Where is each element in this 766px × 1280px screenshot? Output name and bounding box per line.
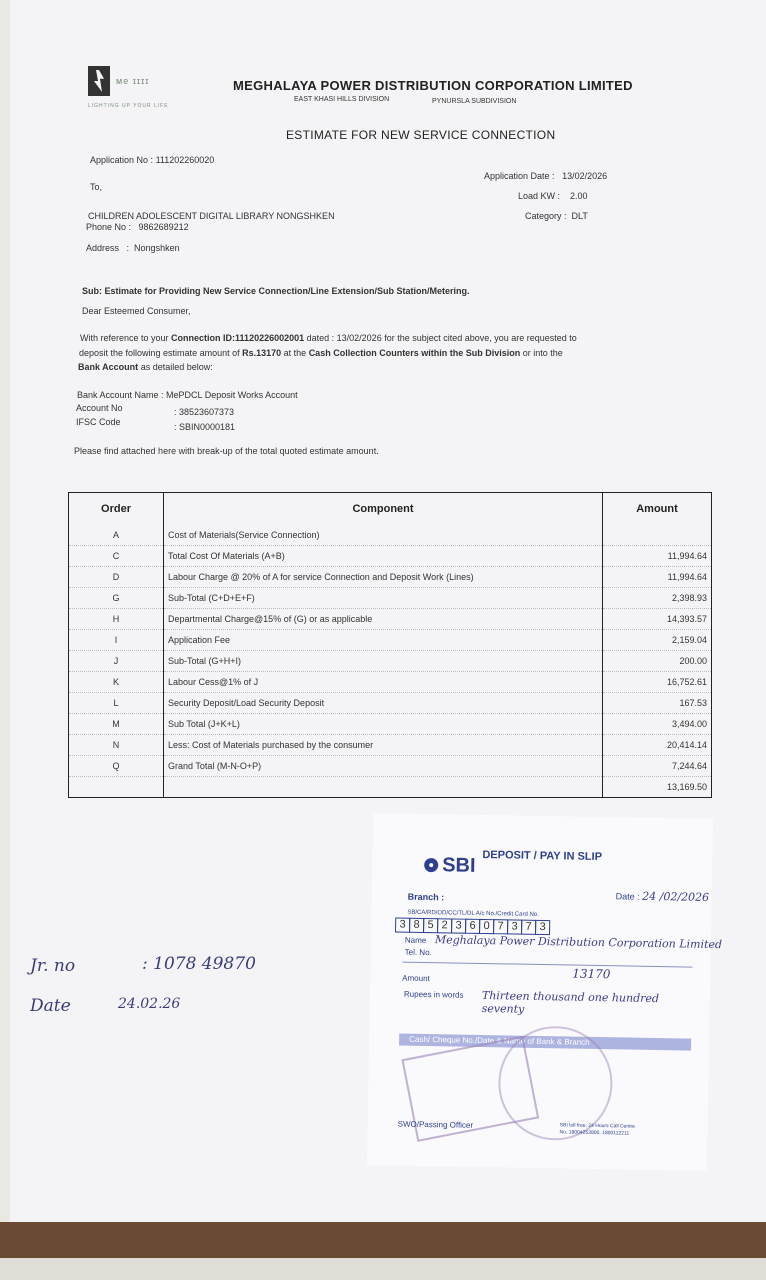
amount-cell: 200.00 — [603, 651, 712, 672]
letter-line-1: With reference to your Connection ID:11120226002001 dated : 13/02/2026 for the subject cited above, you are requested to — [80, 333, 577, 343]
journal-number-value: : 1078 49870 — [142, 954, 256, 974]
to-label: To, — [90, 182, 103, 192]
sbi-brand: SBI — [442, 854, 476, 877]
component-column-header: Component — [164, 493, 603, 526]
category: Category : DLT — [525, 211, 588, 221]
component-cell: Labour Charge @ 20% of A for service Connection and Deposit Work (Lines) — [164, 567, 603, 588]
amount-cell — [603, 525, 712, 546]
ifsc-label: IFSC Code — [76, 417, 121, 427]
amount-column-header: Amount — [636, 503, 678, 515]
component-cell: Security Deposit/Load Security Deposit — [164, 693, 603, 714]
order-cell: Q — [69, 756, 164, 777]
table-body — [69, 525, 712, 798]
amount-label: Amount — [402, 973, 430, 984]
table-row — [69, 609, 712, 630]
letter-line-3: Bank Account as detailed below: — [78, 362, 213, 372]
sbi-deposit-slip — [367, 813, 723, 1171]
component-cell: Cost of Materials(Service Connection) — [164, 525, 603, 546]
order-cell: D — [69, 567, 164, 588]
account-number-label: Account No — [76, 403, 123, 413]
handwritten-date-value: 24.02.26 — [118, 996, 181, 1012]
amount-cell: 13,169.50 — [603, 777, 712, 798]
table-row — [69, 546, 712, 567]
passing-officer-label: SWO/Passing Officer — [397, 1119, 474, 1130]
account-digit: 7 — [493, 919, 508, 934]
amount-cell: 20,414.14 — [603, 735, 712, 756]
tel-label: Tel. No. — [404, 947, 432, 958]
table-row — [69, 693, 712, 714]
slip-date: Date : 24 /02/2026 — [615, 889, 710, 904]
journal-number-label: Jr. no — [30, 956, 76, 976]
tollfree-line-1: SBI toll free, 24 Hours Call Centre — [559, 1122, 636, 1130]
table-row — [69, 588, 712, 609]
amount-cell: 167.53 — [603, 693, 712, 714]
subdivision-name: PYNURSLA SUBDIVISION — [432, 98, 517, 105]
order-cell: J — [69, 651, 164, 672]
amount-cell: 3,494.00 — [603, 714, 712, 735]
order-cell: A — [69, 525, 164, 546]
component-cell: Application Fee — [164, 630, 603, 651]
order-cell: G — [69, 588, 164, 609]
phone-number: Phone No : 9862689212 — [86, 222, 189, 232]
amount-cell: 11,994.64 — [603, 546, 712, 567]
account-type-label: SB/CA/RD/OD/CC/TL/DL A/c No./Credit Card No. — [407, 909, 539, 918]
account-digits — [395, 917, 549, 935]
document-title: ESTIMATE FOR NEW SERVICE CONNECTION — [286, 128, 556, 142]
account-digit: 3 — [535, 920, 550, 935]
division-name: EAST KHASI HILLS DIVISION — [294, 96, 390, 103]
name-value: Meghalaya Power Distribution Corporation Limited — [434, 933, 723, 952]
table-row — [69, 714, 712, 735]
account-digit: 3 — [507, 919, 522, 934]
component-cell: Labour Cess@1% of J — [164, 672, 603, 693]
amount-cell: 11,994.64 — [603, 567, 712, 588]
address: Address : Nongshken — [86, 243, 180, 253]
logo-text: ме ɪɪɪɪ — [116, 76, 150, 86]
component-cell: Sub Total (J+K+L) — [164, 714, 603, 735]
table-row — [69, 651, 712, 672]
component-cell: Sub-Total (G+H+I) — [164, 651, 603, 672]
application-date: Application Date : 13/02/2026 — [484, 171, 608, 181]
bank-account-name: Bank Account Name : MePDCL Deposit Works Account — [77, 390, 298, 400]
table-row — [69, 567, 712, 588]
amount-cell: 7,244.64 — [603, 756, 712, 777]
handwritten-date-label: Date — [30, 996, 71, 1016]
account-digit: 5 — [423, 918, 438, 933]
rupees-in-words-value: Thirteen thousand one hundred seventy — [481, 988, 660, 1016]
table-edge — [0, 1222, 766, 1258]
account-digit: 6 — [465, 919, 480, 934]
account-number: : 38523607373 — [174, 407, 235, 417]
application-number: Application No : 111202260020 — [90, 155, 215, 165]
component-cell: Total Cost Of Materials (A+B) — [164, 546, 603, 567]
amount-cell: 2,398.93 — [603, 588, 712, 609]
mepdcl-logo-icon — [88, 66, 110, 96]
order-cell: H — [69, 609, 164, 630]
table-row — [69, 630, 712, 651]
cheque-details-label: Cash/ Cheque No./Date & Name of Bank & Branch — [409, 1034, 590, 1047]
attached-note: Please find attached here with break-up of the total quoted estimate amount. — [74, 446, 379, 456]
account-digit: 0 — [479, 919, 494, 934]
slip-title: DEPOSIT / PAY IN SLIP — [482, 848, 603, 864]
table-header-row — [69, 493, 712, 526]
greeting: Dear Esteemed Consumer, — [82, 306, 191, 316]
order-cell — [69, 777, 164, 798]
consumer-name: CHILDREN ADOLESCENT DIGITAL LIBRARY NONGSHKEN — [88, 211, 335, 221]
slip-rule — [402, 962, 692, 968]
account-digit: 7 — [521, 920, 536, 935]
order-cell: L — [69, 693, 164, 714]
account-digit: 2 — [437, 918, 452, 933]
logo-tagline: LIGHTING UP YOUR LIFE — [88, 103, 169, 109]
order-cell: M — [69, 714, 164, 735]
tollfree-line-2: No. 18004253800, 1800112211 — [559, 1129, 630, 1137]
amount-value: 13170 — [572, 966, 611, 982]
table-row — [69, 672, 712, 693]
table-row — [69, 777, 712, 798]
branch-label: Branch : — [407, 891, 445, 903]
amount-cell: 14,393.57 — [603, 609, 712, 630]
component-cell: Sub-Total (C+D+E+F) — [164, 588, 603, 609]
estimate-table — [68, 492, 712, 798]
background-surface — [0, 1258, 766, 1280]
sbi-logo-icon — [424, 858, 438, 872]
table-row — [69, 735, 712, 756]
subject-line: Sub: Estimate for Providing New Service Connection/Line Extension/Sub Station/Metering. — [82, 286, 470, 296]
letter-line-2: deposit the following estimate amount of Rs.13170 at the Cash Collection Counters within the Sub Division or into the — [79, 348, 563, 358]
load-kw: Load KW : 2.00 — [518, 191, 588, 201]
account-digit: 8 — [409, 918, 424, 933]
amount-cell: 16,752.61 — [603, 672, 712, 693]
corporation-name: MEGHALAYA POWER DISTRIBUTION CORPORATION LIMITED — [233, 78, 633, 93]
order-cell: K — [69, 672, 164, 693]
amount-cell: 2,159.04 — [603, 630, 712, 651]
table-row — [69, 525, 712, 546]
name-label: Name — [404, 935, 427, 946]
order-column-header: Order — [69, 493, 164, 526]
account-digit: 3 — [395, 917, 410, 932]
ifsc-code: : SBIN0000181 — [174, 422, 236, 432]
component-cell: Grand Total (M-N-O+P) — [164, 756, 603, 777]
table-row — [69, 756, 712, 777]
component-cell: Departmental Charge@15% of (G) or as applicable — [164, 609, 603, 630]
account-digit: 3 — [451, 918, 466, 933]
component-cell — [164, 777, 603, 798]
order-cell: N — [69, 735, 164, 756]
order-cell: C — [69, 546, 164, 567]
rupees-in-words-label: Rupees in words — [403, 989, 464, 1000]
component-cell: Less: Cost of Materials purchased by the consumer — [164, 735, 603, 756]
order-cell: I — [69, 630, 164, 651]
